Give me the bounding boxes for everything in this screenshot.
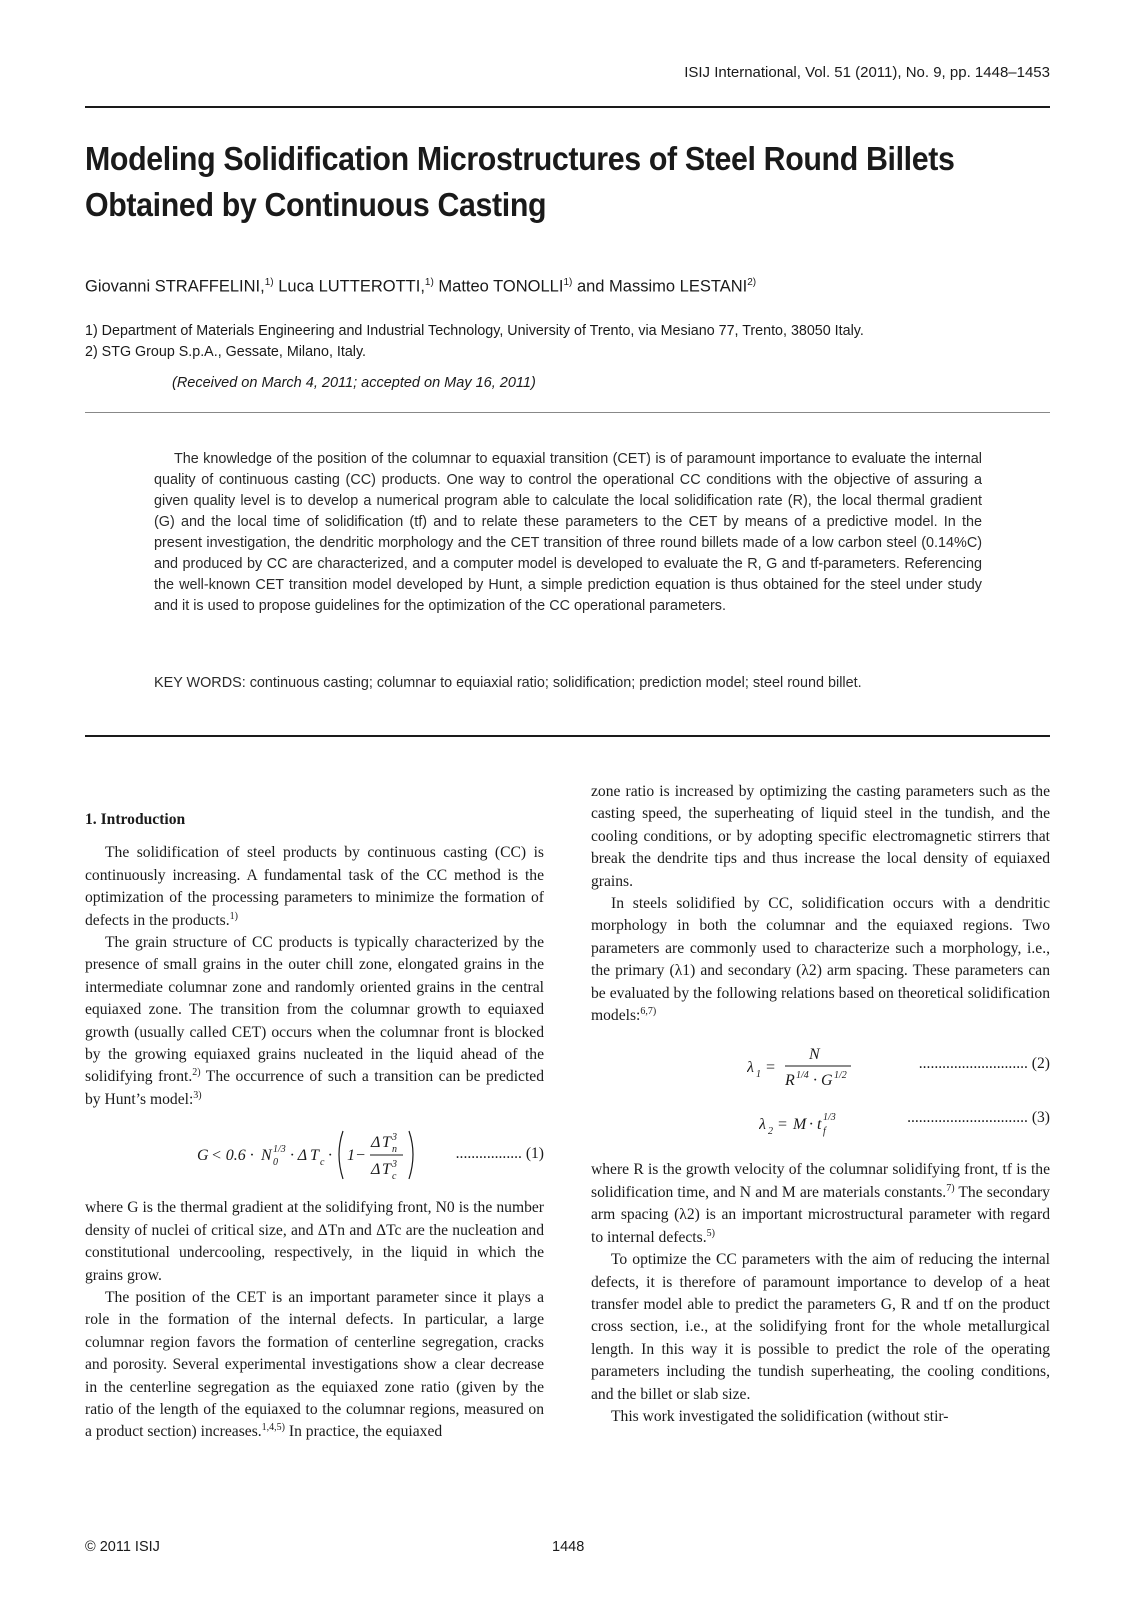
equation-1-formula xyxy=(197,1123,437,1185)
svg-text:N: N xyxy=(809,1046,820,1064)
title-line-1: Modeling Solidification Microstructures of Steel Round Billets xyxy=(85,140,955,177)
svg-text:2: 2 xyxy=(768,1126,773,1138)
left-column xyxy=(85,797,544,1444)
title-line-2: Obtained by Continuous Casting xyxy=(85,186,547,223)
svg-text:λ: λ xyxy=(747,1059,754,1077)
abstract xyxy=(154,449,982,617)
equation-1 xyxy=(85,1123,544,1185)
svg-text:c: c xyxy=(392,1171,397,1183)
svg-text:f: f xyxy=(823,1126,826,1138)
svg-text:·: · xyxy=(328,1147,332,1165)
svg-text:T: T xyxy=(382,1134,391,1152)
svg-text:3: 3 xyxy=(392,1159,397,1171)
svg-text:1/4: 1/4 xyxy=(796,1070,809,1082)
equation-3-number: ............................... (3) xyxy=(907,1109,1050,1127)
svg-text:1/2: 1/2 xyxy=(834,1070,847,1082)
svg-text:1−: 1− xyxy=(347,1147,366,1165)
svg-text:G: G xyxy=(197,1147,209,1165)
svg-text:G: G xyxy=(821,1072,833,1090)
svg-text:N: N xyxy=(261,1147,272,1165)
svg-text:0: 0 xyxy=(273,1157,278,1169)
svg-text:3: 3 xyxy=(392,1132,397,1144)
svg-text:< 0.6 ·: < 0.6 · xyxy=(211,1147,254,1165)
svg-text:T: T xyxy=(310,1147,319,1165)
author-3-aff: 1) xyxy=(563,277,573,288)
svg-text:T: T xyxy=(382,1161,391,1179)
equation-3 xyxy=(591,1105,1050,1147)
svg-text:Δ: Δ xyxy=(371,1134,381,1152)
right-paragraph-1: zone ratio is increased by optimizing the casting parameters such as the casting speed, the superheating of liquid steel in the tundish, and the cooling conditions, or by adopting specific electromagnetic stirrers that break the dendrite tips and thus increase the local density of equiaxed grains. xyxy=(591,783,1050,890)
svg-text:·: · xyxy=(813,1072,817,1090)
header-rule xyxy=(85,106,1050,108)
intro-paragraph-2: The grain structure of CC products is typically characterized by the presence of small grains in the outer chill zone, elongated grains in the intermediate columnar zone and randomly oriented grains in the central equiaxed zone. The transition from the columnar growth to equiaxed growth (usually called CET) occurs when the columnar front is blocked by the growing equiaxed grains nucleated in the liquid ahead of the solidifying front.$^{2)}$ The occurrence of such a transition can be predicted by Hunt’s model:$^{3)}$ xyxy=(85,934,544,1108)
right-column xyxy=(591,781,1050,1428)
right-paragraph-2: In steels solidified by CC, solidification occurs with a dendritic morphology in both the columnar and the equiaxed regions. Two parameters are commonly used to characterize such a morphology, i.e., the primary (λ1) and secondary (λ2) arm spacing. These parameters can be evaluated by the following relations based on theoretical solidification models:$^{6,7)}$ xyxy=(591,895,1050,1025)
svg-text:1/3: 1/3 xyxy=(273,1144,286,1156)
intro-paragraph-3: where G is the thermal gradient at the solidifying front, N0 is the number density of nuclei of critical size, and ΔTn and ΔTc are the nucleation and constitutional undercooling, respectively, in the liquid in which the grains grow. xyxy=(85,1199,544,1284)
svg-text:R: R xyxy=(785,1072,795,1090)
affiliation-1: 1) Department of Materials Engineering and Industrial Technology, University of Trento, via Mesiano 77, Trento, 38050 Italy. xyxy=(85,323,864,339)
journal-reference: ISIJ International, Vol. 51 (2011), No. 9, pp. 1448–1453 xyxy=(684,64,1050,81)
paper-title xyxy=(85,136,977,228)
svg-text:Δ: Δ xyxy=(371,1161,381,1179)
equation-2 xyxy=(591,1041,1050,1093)
equation-2-formula xyxy=(747,1041,877,1093)
author-3: Matteo TONOLLI xyxy=(433,277,564,296)
abstract-top-rule xyxy=(85,412,1050,413)
keywords: KEY WORDS: continuous casting; columnar to equiaxial ratio; solidification; prediction model; steel round billet. xyxy=(154,675,862,691)
author-1: Giovanni STRAFFELINI, xyxy=(85,277,265,296)
footer-page-number: 1448 xyxy=(552,1539,585,1555)
intro-paragraph-1: The solidification of steel products by continuous casting (CC) is continuously increasing. A fundamental task of the CC method is the optimization of the processing parameters to minimize the formation of defects in the products.$^{1)}$ xyxy=(85,844,544,929)
svg-text:· Δ: · Δ xyxy=(290,1147,308,1165)
svg-text:·: · xyxy=(809,1116,813,1134)
author-4: and Massimo LESTANI xyxy=(572,277,748,296)
svg-text:1/3: 1/3 xyxy=(823,1112,836,1124)
equation-2-number: ............................ (2) xyxy=(918,1055,1050,1073)
author-1-aff: 1) xyxy=(264,277,274,288)
svg-text:n: n xyxy=(392,1144,397,1156)
svg-text:=: = xyxy=(777,1116,788,1134)
footer-copyright: © 2011 ISIJ xyxy=(85,1539,160,1555)
author-list xyxy=(85,277,756,297)
author-2-aff: 1) xyxy=(424,277,434,288)
svg-text:M: M xyxy=(793,1116,807,1134)
affiliation-2: 2) STG Group S.p.A., Gessate, Milano, Italy. xyxy=(85,344,367,360)
right-paragraph-5: This work investigated the solidification (without stir- xyxy=(611,1407,949,1425)
equation-1-number: ................. (1) xyxy=(455,1145,544,1163)
right-paragraph-3: where R is the growth velocity of the columnar solidifying front, tf is the solidification time, and N and M are materials constants.$^{7)}$ The secondary arm spacing (λ2) is an important microstructural parameter with regard to internal defects.$^{5)}$ xyxy=(591,1161,1050,1246)
equation-3-formula xyxy=(759,1105,879,1147)
intro-paragraph-4: The position of the CET is an important parameter since it plays a role in the formation of the internal defects. In particular, a large columnar region favors the formation of centerline segregation, cracks and porosity. Several experimental investigations show a clear decrease in the centerline segregation as the equiaxed zone ratio (given by the ratio of the length of the equiaxed to the columnar regions, measured on a product section) increases.$^{1,4,5)}$ In practice, the equiaxed xyxy=(85,1288,544,1441)
svg-text:c: c xyxy=(320,1157,325,1169)
right-paragraph-4: To optimize the CC parameters with the aim of reducing the internal defects, it is therefore of paramount importance to develop of a heat transfer model able to predict the parameters G, R and tf on the product cross section, i.e., at the solidifying front for the whole metallurgical length. In this way it is possible to predict the role of the operating parameters including the tundish superheating, the cooling conditions, and the billet or slab size. xyxy=(591,1251,1050,1403)
section-heading-introduction: 1. Introduction xyxy=(85,811,186,828)
author-2: Luca LUTTEROTTI, xyxy=(273,277,425,296)
svg-text:t: t xyxy=(817,1116,822,1134)
abstract-text: The knowledge of the position of the columnar to equaxial transition (CET) is of paramount importance to evaluate the internal quality of continuous casting (CC) products. One way to control the operational CC conditions with the objective of assuring a given quality level is to develop a numerical program able to calculate the local solidification rate (R), the local thermal gradient (G) and the local time of solidification (tf) and to relate these parameters to the CET by means of a predictive model. In the present investigation, the dendritic morphology and the CET transition of three round billets made of a low carbon steel (0.14%C) and produced by CC are characterized, and a computer model is developed to evaluate the R, G and tf-parameters. Referencing the well-known CET transition model developed by Hunt, a simple prediction equation is thus obtained for the steel under study and it is used to propose guidelines for the optimization of the CC operational parameters. xyxy=(154,451,982,614)
author-4-aff: 2) xyxy=(747,277,757,288)
svg-text:1: 1 xyxy=(756,1069,761,1081)
svg-text:λ: λ xyxy=(759,1116,766,1134)
abstract-bottom-rule xyxy=(85,735,1050,737)
received-dates: (Received on March 4, 2011; accepted on May 16, 2011) xyxy=(172,375,536,391)
svg-text:=: = xyxy=(765,1059,776,1077)
